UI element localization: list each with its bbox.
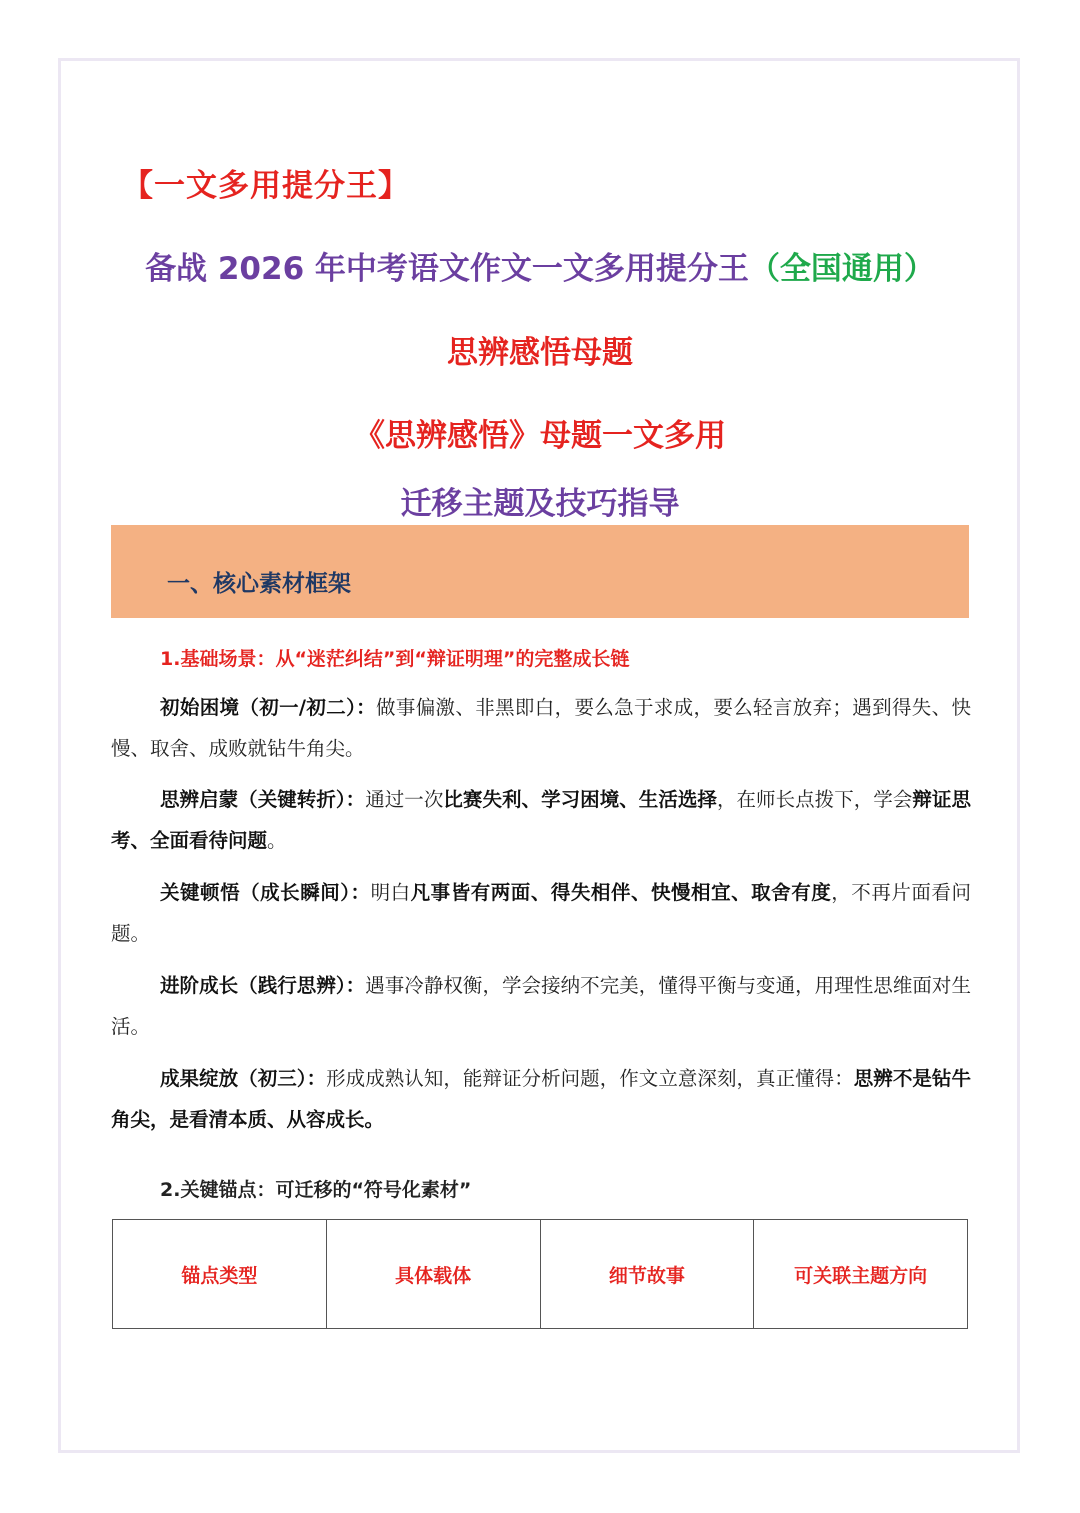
main-title-scope: （全国通用） (748, 251, 935, 287)
main-title (0, 243, 1080, 288)
paragraph-emphasis: 凡事皆有两面、得失相伴、快慢相宜、取舍有度 (410, 881, 832, 904)
sub-heading-scenario: 1.基础场景：从“迷茫纠结”到“辩证明理”的完整成长链 (160, 648, 630, 670)
paragraph-text: 形成成熟认知，能辩证分析问题，作文立意深刻，真正懂得： (326, 1067, 854, 1090)
table-header-row (113, 1220, 968, 1329)
paragraph-emphasis: 比赛失利、学习困境、生活选择 (443, 788, 717, 811)
paragraph-lead: 思辨启蒙（关键转折）： (160, 788, 366, 811)
paragraph-growth (111, 965, 971, 1047)
paragraph-text: 做事偏激、非黑即白，要么急于求成，要么轻言放弃；遇到得失、快慢、取舍、成败就钻牛角尖。 (111, 696, 971, 760)
table-header-cell: 可关联主题方向 (754, 1220, 968, 1329)
paragraph-lead: 初始困境（初一/初二）： (160, 696, 377, 719)
sub-heading-anchors: 2.关键锚点：可迁移的“符号化素材” (160, 1179, 472, 1201)
paragraph-epiphany (111, 872, 971, 954)
table-header-cell: 具体载体 (326, 1220, 540, 1329)
paragraph-text: ，在师长点拨下，学会 (716, 788, 913, 811)
main-title-text: 备战 2026 年中考语文作文一文多用提分王 (145, 251, 749, 287)
anchor-table (112, 1219, 968, 1329)
section-heading: 一、核心素材框架 (167, 571, 351, 597)
paragraph-lead: 进阶成长（践行思辨）： (160, 974, 366, 997)
table-header-cell: 细节故事 (540, 1220, 754, 1329)
paragraph-result (111, 1058, 971, 1140)
paragraph-emphasis: 辩证思考、全面看待问题 (111, 788, 971, 852)
paragraph-initial (111, 687, 971, 769)
table-header-cell: 锚点类型 (113, 1220, 327, 1329)
paragraph-lead: 关键顿悟（成长瞬间）： (160, 881, 371, 904)
subtitle-book: 《思辨感悟》母题一文多用 (354, 418, 726, 454)
subtitle-guidance: 迁移主题及技巧指导 (400, 486, 680, 522)
paragraph-text: 明白 (370, 881, 411, 904)
series-tag-title: 【一文多用提分王】 (122, 168, 410, 204)
paragraph-emphasis: 思辨不是钻牛角尖，是看清本质、从容成长。 (111, 1067, 971, 1131)
section-heading-bar (111, 525, 969, 618)
subtitle-theme: 思辨感悟母题 (447, 335, 633, 371)
paragraph-text: 。 (267, 829, 287, 852)
paragraph-text: ，不再片面看问题。 (111, 881, 971, 945)
paragraph-text: 遇事冷静权衡，学会接纳不完美，懂得平衡与变通，用理性思维面对生活。 (111, 974, 971, 1038)
paragraph-lead: 成果绽放（初三）： (160, 1067, 327, 1090)
paragraph-text: 通过一次 (365, 788, 444, 811)
paragraph-enlightenment (111, 779, 971, 861)
